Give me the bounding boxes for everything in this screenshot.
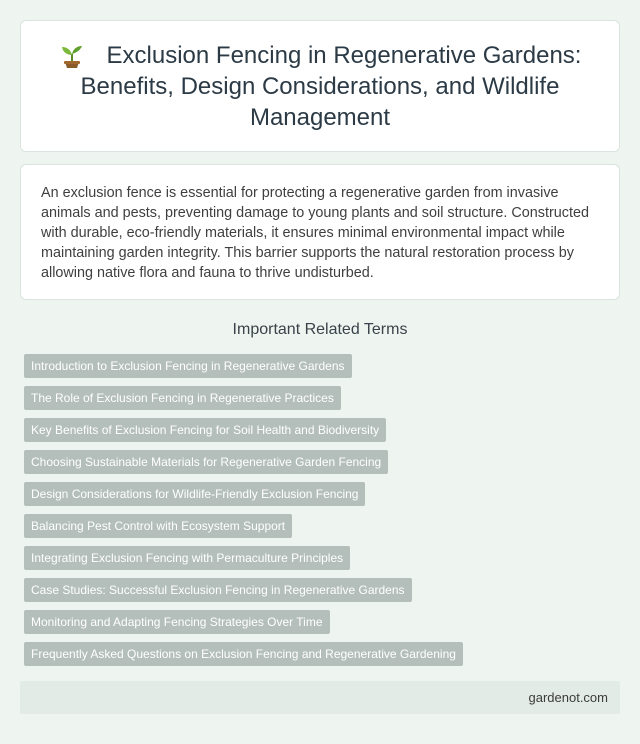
related-term-tag[interactable]: The Role of Exclusion Fencing in Regenerative Practices [24,386,341,410]
related-term-tag[interactable]: Key Benefits of Exclusion Fencing for Soil Health and Biodiversity [24,418,386,442]
footer [20,681,620,714]
summary-text: An exclusion fence is essential for protecting a regenerative garden from invasive animals and pests, preventing damage to young plants and soil structure. Constructed with durable, eco-friendly materials, it ensures minimal environmental impact while maintaining garden integrity. This barrier supports the natural restoration process by allowing native flora and fauna to thrive undisturbed. [41,185,589,281]
related-term-tag[interactable]: Design Considerations for Wildlife-Friendly Exclusion Fencing [24,482,365,506]
related-term-tag[interactable]: Choosing Sustainable Materials for Regenerative Garden Fencing [24,450,388,474]
related-term-tag[interactable]: Monitoring and Adapting Fencing Strategies Over Time [24,610,330,634]
title-card [20,20,620,152]
footer-site-link[interactable]: gardenot.com [528,690,608,705]
summary-card [20,164,620,300]
related-term-tag[interactable]: Case Studies: Successful Exclusion Fencing in Regenerative Gardens [24,578,412,602]
related-term-tag[interactable]: Integrating Exclusion Fencing with Permaculture Principles [24,546,350,570]
related-terms-list [24,354,620,674]
related-term-tag[interactable]: Balancing Pest Control with Ecosystem Support [24,514,292,538]
related-term-tag[interactable]: Introduction to Exclusion Fencing in Regenerative Gardens [24,354,352,378]
related-term-tag[interactable]: Frequently Asked Questions on Exclusion Fencing and Regenerative Gardening [24,642,463,666]
sprout-icon [59,43,85,69]
title-text: Exclusion Fencing in Regenerative Gardens: Benefits, Design Considerations, and Wildlife Management [80,41,582,131]
related-terms-heading: Important Related Terms [232,321,408,338]
page-title [49,40,591,133]
